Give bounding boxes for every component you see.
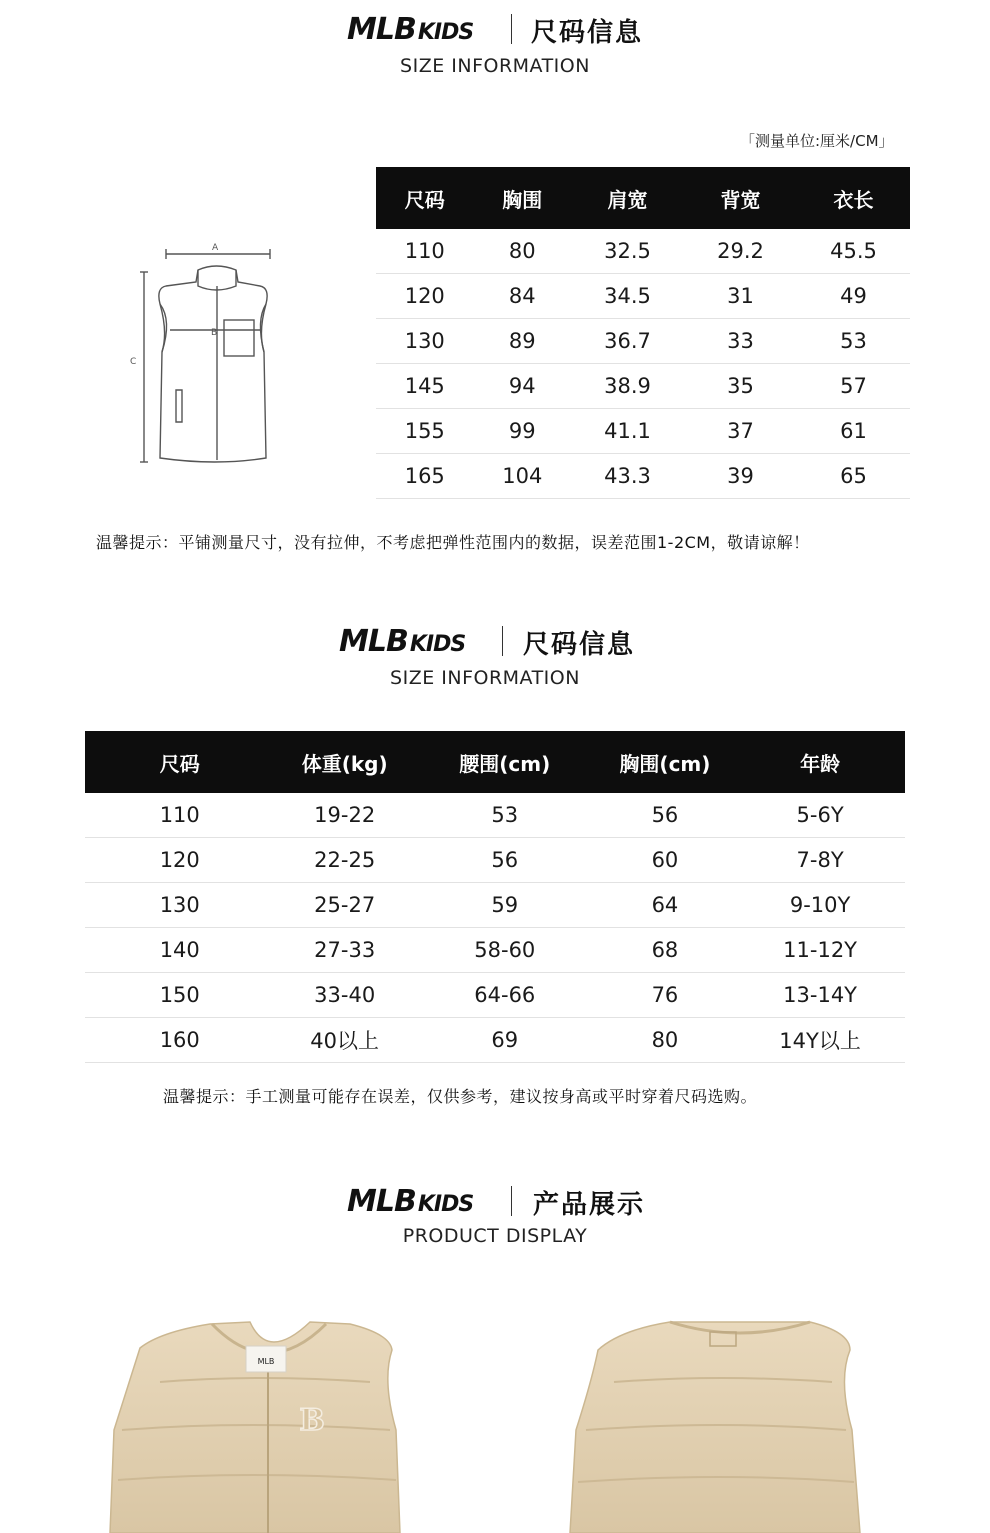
table-header-row: [376, 167, 910, 229]
table-cell: 160: [85, 1018, 274, 1063]
table-header-cell: 胸围: [474, 167, 572, 229]
table-cell: 36.7: [571, 319, 684, 364]
table-cell: 69: [415, 1018, 595, 1063]
section-subtitle: PRODUCT DISPLAY: [402, 1225, 588, 1247]
table-cell: 57: [797, 364, 910, 409]
brand-logo-sub: KIDS: [417, 1192, 474, 1217]
section1-header: [0, 0, 990, 90]
table-cell: 43.3: [571, 454, 684, 499]
table-cell: 56: [595, 793, 735, 838]
section2-header: [0, 612, 990, 702]
table-cell: 76: [595, 973, 735, 1018]
table-cell: 33: [684, 319, 797, 364]
table-cell: 94: [474, 364, 572, 409]
table-cell: 130: [85, 883, 274, 928]
table-cell: 49: [797, 274, 910, 319]
table-header-cell: 年龄: [735, 731, 905, 793]
measurement-tip: 温馨提示：手工测量可能存在误差，仅供参考，建议按身高或平时穿着尺码选购。: [163, 1087, 758, 1106]
table-cell: 14Y以上: [735, 1018, 905, 1063]
table-row: [85, 1018, 905, 1063]
brand-logo-main: MLB: [339, 624, 408, 659]
table-cell: 38.9: [571, 364, 684, 409]
product-image-back: [560, 1310, 880, 1533]
table-cell: 64: [595, 883, 735, 928]
section3-header: [0, 1172, 990, 1262]
table-cell: 39: [684, 454, 797, 499]
table-header-row: [85, 731, 905, 793]
table-cell: 33-40: [274, 973, 414, 1018]
section-subtitle: SIZE INFORMATION: [390, 667, 580, 689]
table-cell: 9-10Y: [735, 883, 905, 928]
table-row: [376, 319, 910, 364]
table-cell: 120: [376, 274, 474, 319]
table-cell: 32.5: [571, 229, 684, 274]
table-header-cell: 腰围(cm): [415, 731, 595, 793]
table-cell: 110: [376, 229, 474, 274]
table-cell: 99: [474, 409, 572, 454]
table-cell: 35: [684, 364, 797, 409]
brand-logo: [347, 12, 473, 47]
table-cell: 27-33: [274, 928, 414, 973]
table-cell: 140: [85, 928, 274, 973]
table-cell: 80: [595, 1018, 735, 1063]
table-cell: 11-12Y: [735, 928, 905, 973]
table-cell: 65: [797, 454, 910, 499]
table-cell: 165: [376, 454, 474, 499]
table-cell: 155: [376, 409, 474, 454]
table-cell: 145: [376, 364, 474, 409]
brand-logo-sub: KIDS: [417, 20, 474, 45]
b-logo: B: [299, 1403, 325, 1438]
table-cell: 80: [474, 229, 572, 274]
table-row: [376, 409, 910, 454]
table-cell: 104: [474, 454, 572, 499]
table-cell: 5-6Y: [735, 793, 905, 838]
table-row: [85, 838, 905, 883]
table-header-cell: 衣长: [797, 167, 910, 229]
table-cell: 7-8Y: [735, 838, 905, 883]
diagram-label-b: B: [211, 328, 218, 338]
table-cell: 31: [684, 274, 797, 319]
table-cell: 53: [797, 319, 910, 364]
header-divider: [511, 1186, 512, 1216]
table-cell: 150: [85, 973, 274, 1018]
table-cell: 61: [797, 409, 910, 454]
section-title: 尺码信息: [531, 18, 644, 48]
header-divider: [511, 14, 512, 44]
brand-logo: [339, 624, 465, 659]
table-cell: 130: [376, 319, 474, 364]
table-row: [376, 274, 910, 319]
table-header-cell: 背宽: [684, 167, 797, 229]
brand-logo-sub: KIDS: [409, 632, 466, 657]
table-cell: 29.2: [684, 229, 797, 274]
section-title: 尺码信息: [523, 630, 636, 660]
table-cell: 41.1: [571, 409, 684, 454]
vest-measurement-diagram: [120, 240, 310, 470]
table-cell: 120: [85, 838, 274, 883]
table-header-cell: 肩宽: [571, 167, 684, 229]
unit-note: 「测量单位:厘米/CM」: [740, 132, 894, 150]
table-cell: 45.5: [797, 229, 910, 274]
table-row: [376, 229, 910, 274]
garment-tag-text: MLB: [257, 1357, 275, 1366]
table-row: [85, 883, 905, 928]
table-header-cell: 尺码: [85, 731, 274, 793]
size-table-garment: [376, 167, 910, 499]
table-cell: 22-25: [274, 838, 414, 883]
table-cell: 25-27: [274, 883, 414, 928]
table-cell: 58-60: [415, 928, 595, 973]
section-title: 产品展示: [533, 1190, 646, 1220]
brand-logo: [347, 1184, 473, 1219]
table-cell: 53: [415, 793, 595, 838]
table-header-cell: 胸围(cm): [595, 731, 735, 793]
vest-outline: [159, 266, 267, 462]
table-cell: 89: [474, 319, 572, 364]
table-row: [85, 928, 905, 973]
table-cell: 59: [415, 883, 595, 928]
table-header-cell: 尺码: [376, 167, 474, 229]
table-cell: 37: [684, 409, 797, 454]
table-row: [376, 454, 910, 499]
brand-logo-main: MLB: [347, 1184, 416, 1219]
table-cell: 13-14Y: [735, 973, 905, 1018]
table-row: [85, 973, 905, 1018]
brand-logo-main: MLB: [347, 12, 416, 47]
table-cell: 40以上: [274, 1018, 414, 1063]
product-image-front: [100, 1310, 420, 1533]
table-header-cell: 体重(kg): [274, 731, 414, 793]
table-cell: 110: [85, 793, 274, 838]
measurement-tip: 温馨提示：平铺测量尺寸，没有拉伸，不考虑把弹性范围内的数据，误差范围1-2CM，敬请谅解！: [96, 533, 810, 552]
table-cell: 60: [595, 838, 735, 883]
table-cell: 64-66: [415, 973, 595, 1018]
section-subtitle: SIZE INFORMATION: [400, 55, 590, 77]
table-cell: 84: [474, 274, 572, 319]
table-row: [376, 364, 910, 409]
table-cell: 68: [595, 928, 735, 973]
header-divider: [502, 626, 503, 656]
size-table-body: [85, 731, 905, 1063]
diagram-label-c: C: [130, 357, 137, 367]
table-cell: 56: [415, 838, 595, 883]
diagram-label-a: A: [212, 243, 219, 253]
table-row: [85, 793, 905, 838]
table-cell: 34.5: [571, 274, 684, 319]
table-cell: 19-22: [274, 793, 414, 838]
